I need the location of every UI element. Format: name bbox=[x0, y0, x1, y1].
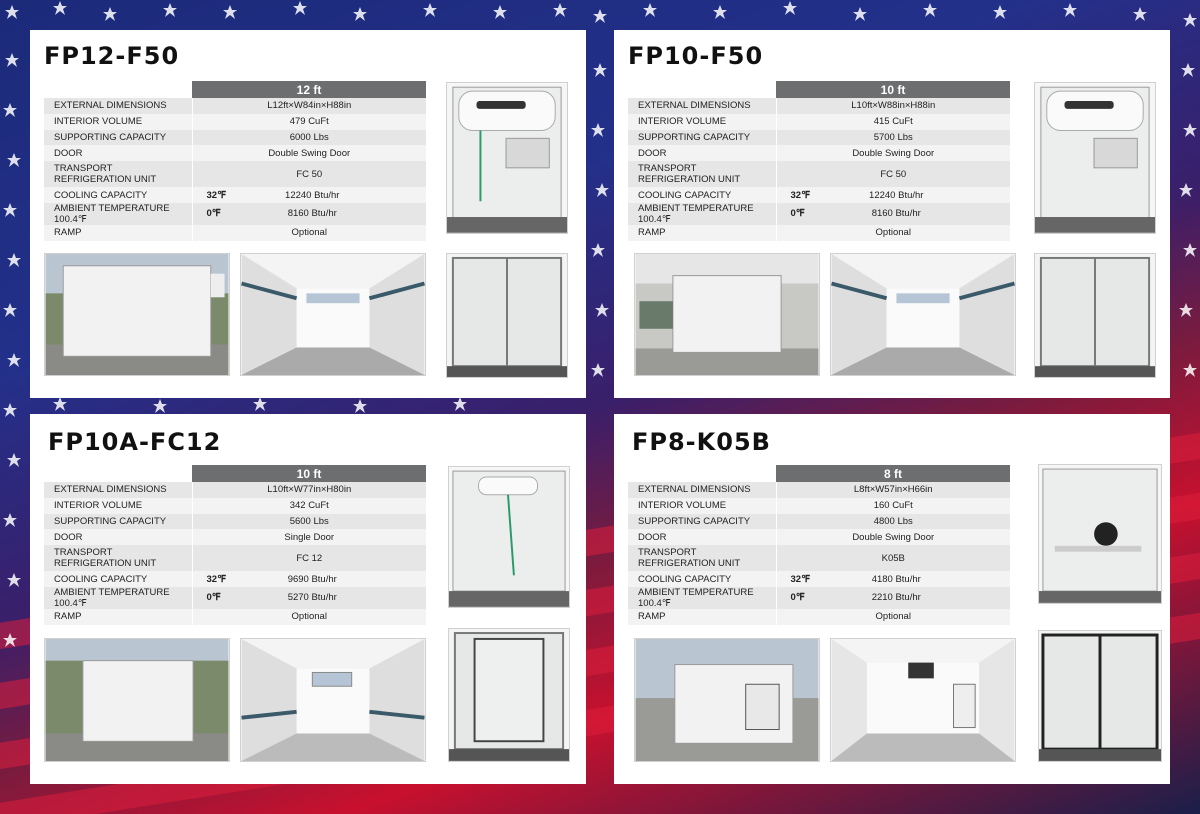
photo-front-unit bbox=[448, 466, 570, 608]
spec-value: 4800 Lbs bbox=[776, 514, 1010, 530]
spec-value: 8160 Btu/hr bbox=[871, 208, 921, 220]
spec-value: 160 CuFt bbox=[776, 498, 1010, 514]
size-header: 8 ft bbox=[776, 465, 1010, 482]
spec-value: FC 50 bbox=[192, 161, 426, 187]
photo-front-unit bbox=[446, 82, 568, 234]
spec-label: EXTERNAL DIMENSIONS bbox=[44, 482, 192, 498]
spec-value: Optional bbox=[192, 225, 426, 241]
spec-label: RAMP bbox=[628, 225, 776, 241]
spec-value: 6000 Lbs bbox=[192, 130, 426, 146]
photo-front-unit bbox=[1034, 82, 1156, 234]
spec-value: 479 CuFt bbox=[192, 114, 426, 130]
spec-value: 415 CuFt bbox=[776, 114, 1010, 130]
spec-label: SUPPORTING CAPACITY bbox=[628, 130, 776, 146]
spec-label: INTERIOR VOLUME bbox=[628, 498, 776, 514]
spec-label: SUPPORTING CAPACITY bbox=[628, 514, 776, 530]
spec-label: DOOR bbox=[44, 529, 192, 545]
spec-label: EXTERNAL DIMENSIONS bbox=[628, 98, 776, 114]
photo-interior bbox=[830, 638, 1016, 762]
spec-value: K05B bbox=[776, 545, 1010, 571]
spec-label: AMBIENT TEMPERATURE 100.4℉ bbox=[44, 203, 192, 225]
spec-label: DOOR bbox=[44, 145, 192, 161]
spec-value: L12ft×W84in×H88in bbox=[192, 98, 426, 114]
photo-rear-doors bbox=[1034, 253, 1156, 378]
spec-table bbox=[44, 81, 426, 241]
spec-label: DOOR bbox=[628, 529, 776, 545]
spec-value: Optional bbox=[192, 609, 426, 625]
spec-label: COOLING CAPACITY bbox=[44, 187, 192, 203]
spec-value: Double Swing Door bbox=[192, 145, 426, 161]
spec-value: Optional bbox=[776, 225, 1010, 241]
model-title: FP8-K05B bbox=[632, 428, 771, 456]
photo-exterior-side bbox=[634, 638, 820, 762]
spec-value: FC 50 bbox=[776, 161, 1010, 187]
spec-value: 12240 Btu/hr bbox=[869, 189, 924, 201]
temp-label: 0℉ bbox=[790, 592, 805, 604]
product-panel-fp8-k05b bbox=[614, 414, 1170, 784]
temp-label: 32℉ bbox=[206, 573, 227, 585]
product-panel-fp12-f50 bbox=[30, 30, 586, 398]
spec-label: RAMP bbox=[628, 609, 776, 625]
spec-label: INTERIOR VOLUME bbox=[628, 114, 776, 130]
spec-label: AMBIENT TEMPERATURE 100.4℉ bbox=[628, 587, 776, 609]
spec-value: 8160 Btu/hr bbox=[287, 208, 337, 220]
size-header: 12 ft bbox=[192, 81, 426, 98]
product-panel-fp10a-fc12 bbox=[30, 414, 586, 784]
photo-rear-door bbox=[448, 628, 570, 762]
photo-rear-doors bbox=[446, 253, 568, 378]
spec-label: AMBIENT TEMPERATURE 100.4℉ bbox=[628, 203, 776, 225]
spec-label: EXTERNAL DIMENSIONS bbox=[44, 98, 192, 114]
spec-label: TRANSPORT REFRIGERATION UNIT bbox=[628, 545, 776, 571]
temp-label: 32℉ bbox=[790, 573, 811, 585]
temp-label: 0℉ bbox=[790, 208, 805, 220]
photo-exterior-side bbox=[44, 253, 230, 376]
temp-label: 32℉ bbox=[790, 189, 811, 201]
spec-value: L10ft×W77in×H80in bbox=[192, 482, 426, 498]
spec-value: Double Swing Door bbox=[776, 145, 1010, 161]
spec-value: Optional bbox=[776, 609, 1010, 625]
spec-label: COOLING CAPACITY bbox=[44, 571, 192, 587]
spec-label: COOLING CAPACITY bbox=[628, 571, 776, 587]
spec-value: 5270 Btu/hr bbox=[287, 592, 337, 604]
spec-value: Single Door bbox=[192, 529, 426, 545]
spec-table bbox=[628, 465, 1010, 625]
spec-value: L8ft×W57in×H66in bbox=[776, 482, 1010, 498]
size-header: 10 ft bbox=[776, 81, 1010, 98]
photo-interior bbox=[240, 253, 426, 376]
spec-table bbox=[44, 465, 426, 625]
spec-label: EXTERNAL DIMENSIONS bbox=[628, 482, 776, 498]
photo-interior bbox=[830, 253, 1016, 376]
temp-label: 0℉ bbox=[206, 592, 221, 604]
size-header: 10 ft bbox=[192, 465, 426, 482]
spec-label: INTERIOR VOLUME bbox=[44, 498, 192, 514]
temp-label: 32℉ bbox=[206, 189, 227, 201]
model-title: FP12-F50 bbox=[44, 42, 180, 70]
spec-label: TRANSPORT REFRIGERATION UNIT bbox=[628, 161, 776, 187]
photo-front-unit bbox=[1038, 464, 1162, 604]
spec-label: RAMP bbox=[44, 225, 192, 241]
spec-value: 342 CuFt bbox=[192, 498, 426, 514]
model-title: FP10-F50 bbox=[628, 42, 764, 70]
product-panel-fp10-f50 bbox=[614, 30, 1170, 398]
spec-label: SUPPORTING CAPACITY bbox=[44, 514, 192, 530]
spec-value: 9690 Btu/hr bbox=[287, 573, 337, 585]
photo-rear-doors bbox=[1038, 630, 1162, 762]
spec-label: TRANSPORT REFRIGERATION UNIT bbox=[44, 545, 192, 571]
spec-value: L10ft×W88in×H88in bbox=[776, 98, 1010, 114]
spec-label: AMBIENT TEMPERATURE 100.4℉ bbox=[44, 587, 192, 609]
spec-value: 5600 Lbs bbox=[192, 514, 426, 530]
spec-label: RAMP bbox=[44, 609, 192, 625]
spec-value: 5700 Lbs bbox=[776, 130, 1010, 146]
photo-exterior-side bbox=[634, 253, 820, 376]
spec-label: SUPPORTING CAPACITY bbox=[44, 130, 192, 146]
spec-label: TRANSPORT REFRIGERATION UNIT bbox=[44, 161, 192, 187]
spec-value: 4180 Btu/hr bbox=[871, 573, 921, 585]
spec-value: FC 12 bbox=[192, 545, 426, 571]
spec-label: DOOR bbox=[628, 145, 776, 161]
photo-interior bbox=[240, 638, 426, 762]
spec-value: 2210 Btu/hr bbox=[871, 592, 921, 604]
spec-value: 12240 Btu/hr bbox=[285, 189, 340, 201]
spec-label: INTERIOR VOLUME bbox=[44, 114, 192, 130]
temp-label: 0℉ bbox=[206, 208, 221, 220]
spec-label: COOLING CAPACITY bbox=[628, 187, 776, 203]
spec-table bbox=[628, 81, 1010, 241]
spec-value: Double Swing Door bbox=[776, 529, 1010, 545]
photo-exterior-side bbox=[44, 638, 230, 762]
model-title: FP10A-FC12 bbox=[48, 428, 222, 456]
